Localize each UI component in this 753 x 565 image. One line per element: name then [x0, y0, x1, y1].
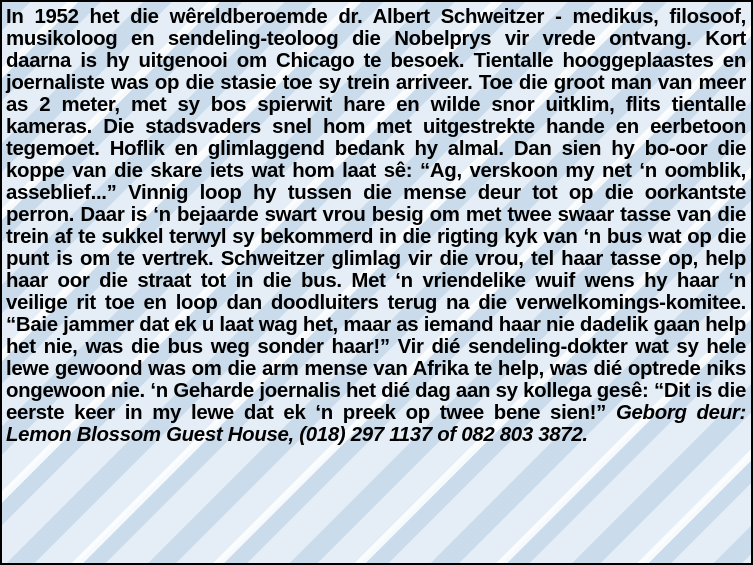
sponsor-credit: Geborg deur: Lemon Blossom Guest House, (018) 297 1137 of 082 803 3872. [6, 402, 746, 446]
article-body: In 1952 het die wêreldberoemde dr. Albert Schweitzer - medikus, filosoof, musikoloog en sendeling-teoloog die Nobelprys vir vrede ontvang. Kort daarna is hy uitgenooi om Chicago te besoek. Tientalle hooggeplaastes en joernaliste was op die stasie toe sy trein arriveer. Toe die groot man van meer as 2 meter, met sy bos spierwit hare en wilde snor uitklim, flits tientalle kameras. Die stadsvaders snel hom met uitgestrekte hande en eerbetoon tegemoet. Hoflik en glimlaggend bedank hy almal. Dan sien hy bo-oor die koppe van die skare iets wat hom laat sê: “Ag, verskoon my net ‘n oomblik, asseblief...” Vinnig loop hy tussen die mense deur tot op die oorkantste perron. Daar is ‘n bejaarde swart vrou besig om met twee swaar tasse van die trein af te sukkel terwyl sy bekommerd in die rigting kyk van ‘n bus wat op die punt is om te vertrek. Schweitzer glimlag vir die vrou, tel haar tasse op, help haar oor die straat tot in die bus. Met ‘n vriendelike wuif wens hy haar ‘n veilige rit toe en loop dan doodluiters terug na die verwelkomings-komitee. “Baie jammer dat ek u laat wag het, maar as iemand haar nie dadelik gaan help het nie, was die bus weg sonder haar!” Vir dié sendeling-dokter wat sy hele lewe gewoond was om die arm mense van Afrika te help, was dié optrede niks ongewoon nie. ‘n Geharde joernalis het dié dag aan sy kollega gesê: “Dit is die eerste keer in my lewe dat ek ‘n preek op twee bene sien!” [6, 6, 746, 424]
article-text [6, 6, 746, 446]
